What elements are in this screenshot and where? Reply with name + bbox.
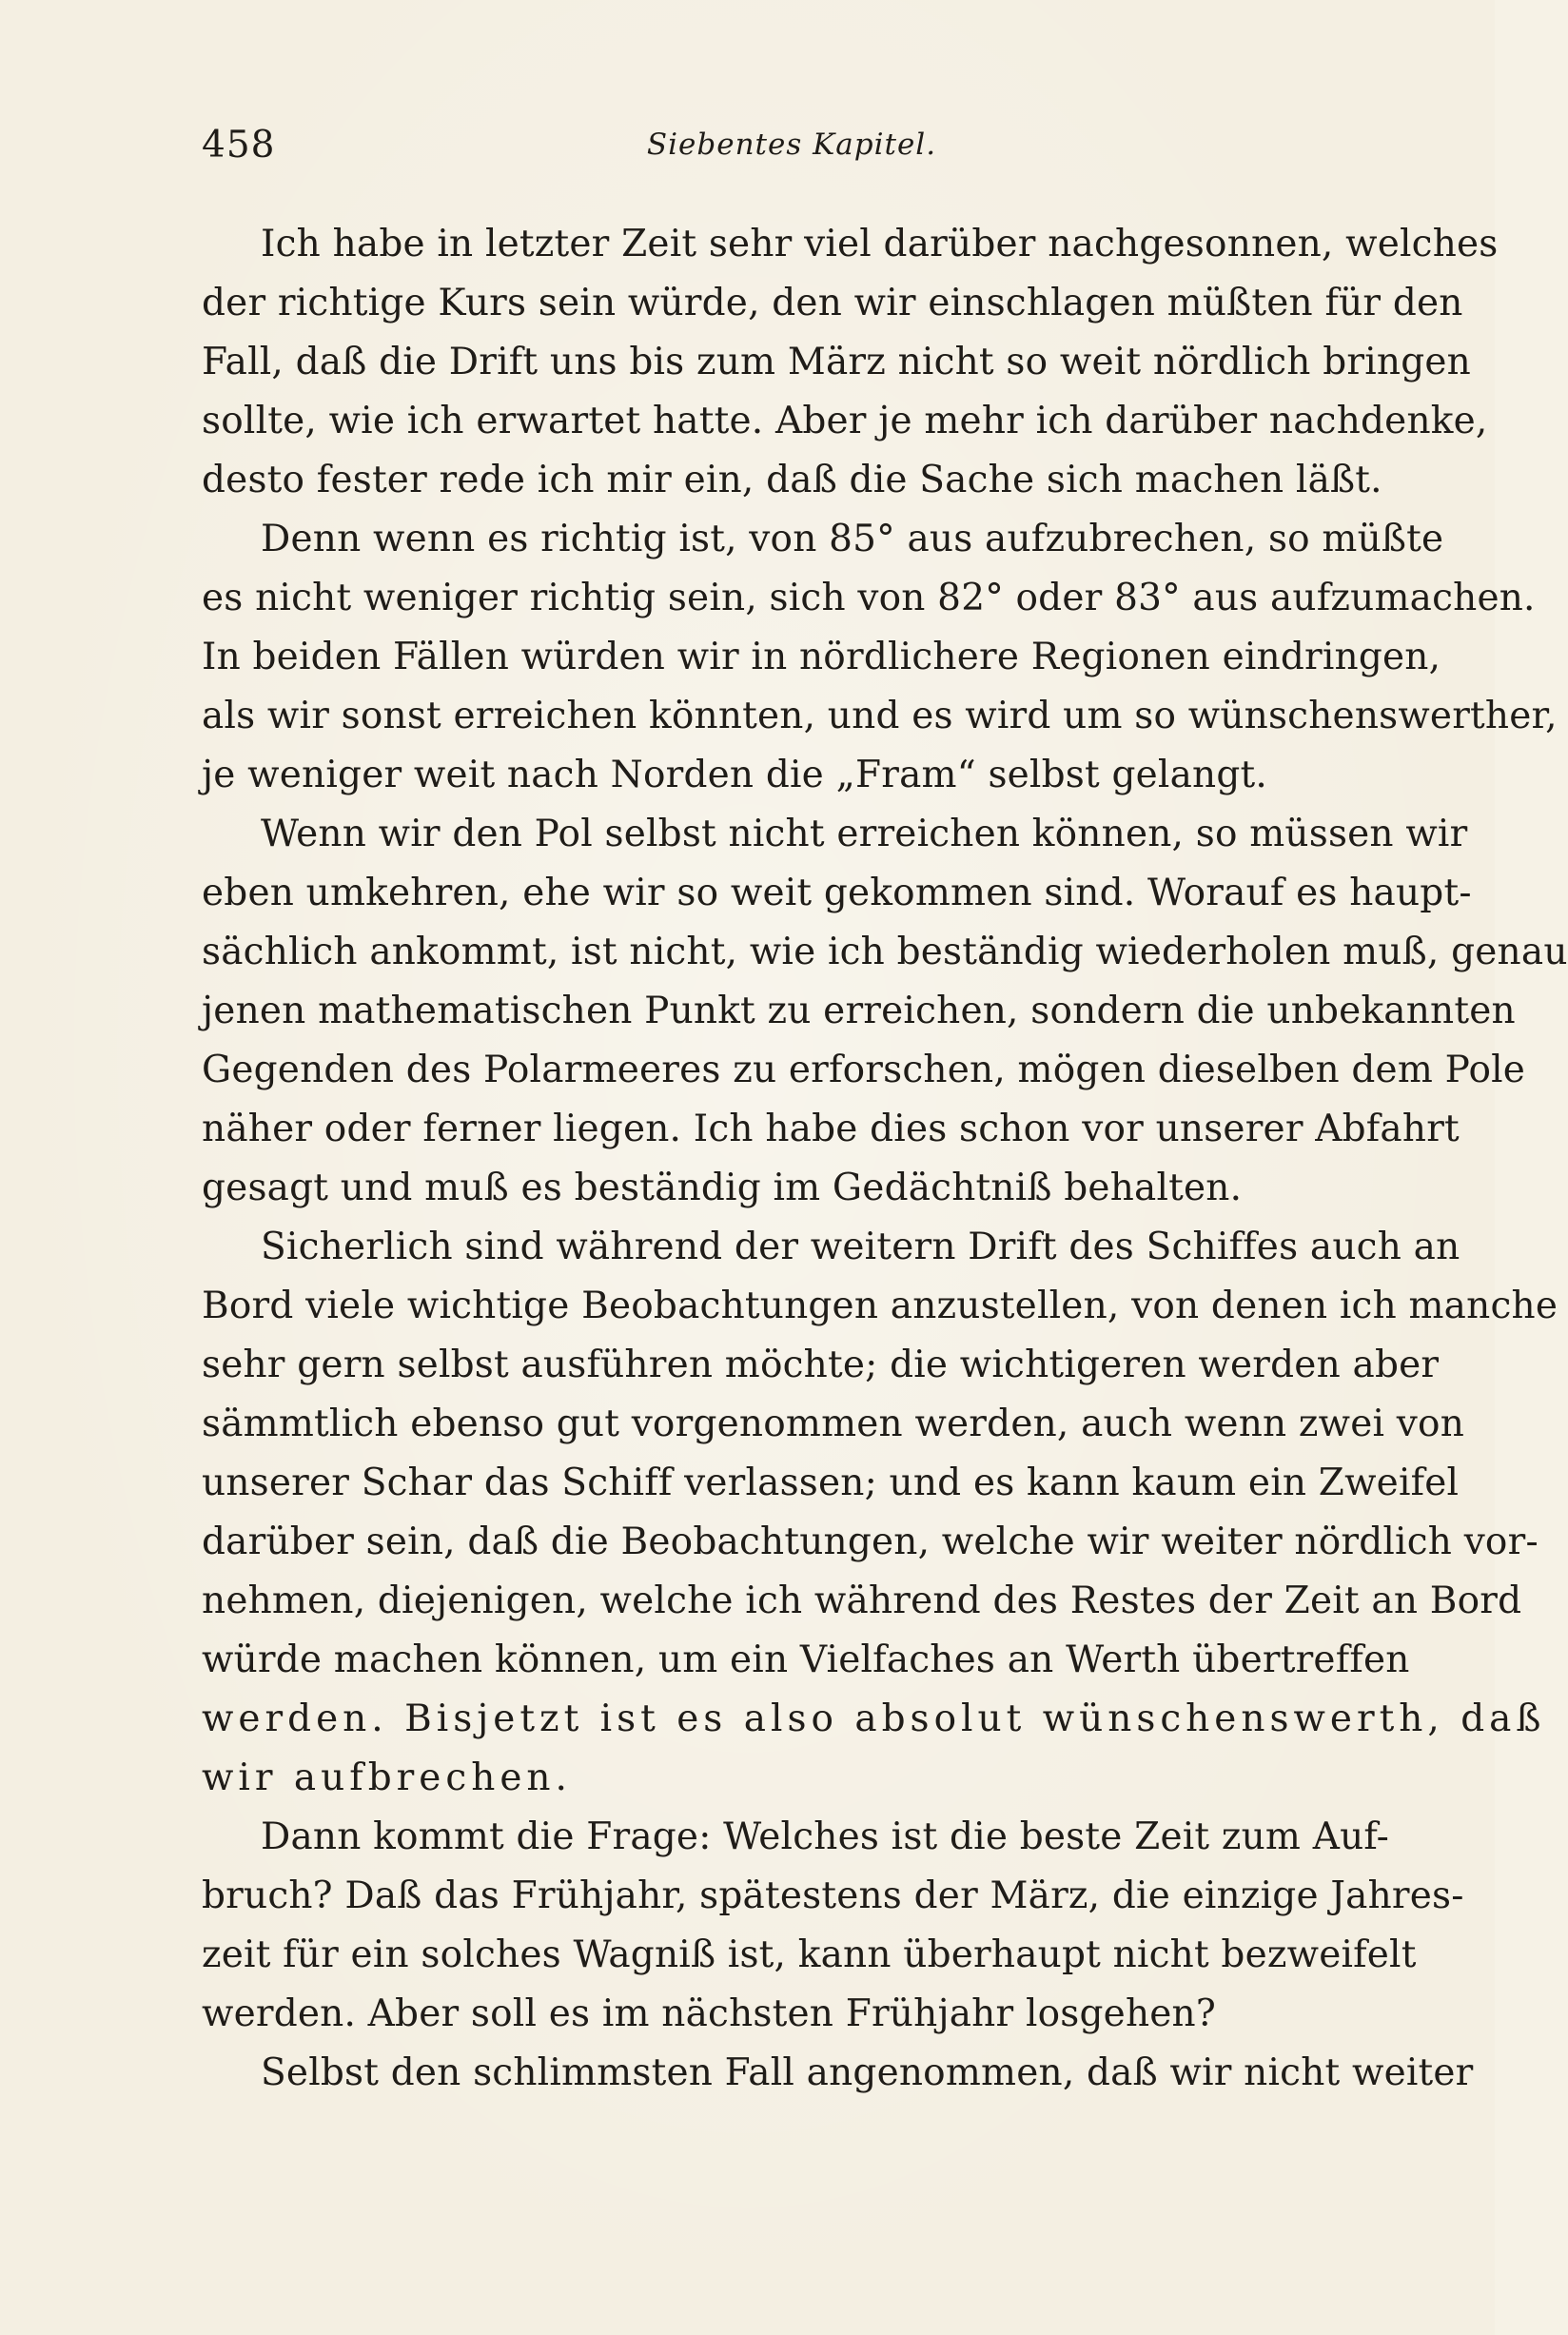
- text-line: Bord viele wichtige Beobachtungen anzustellen, von denen ich manche: [202, 1285, 1558, 1327]
- text-line: es nicht weniger richtig sein, sich von 82° oder 83° aus aufzumachen.: [202, 577, 1536, 619]
- running-head: Siebentes Kapitel.: [646, 128, 937, 162]
- text-line: würde machen können, um ein Vielfaches an Werth übertreffen: [202, 1638, 1410, 1681]
- text-line: näher oder ferner liegen. Ich habe dies schon vor unserer Abfahrt: [202, 1108, 1460, 1150]
- body-text: [202, 215, 1568, 2103]
- text-line: wir aufbrechen.: [202, 1756, 572, 1799]
- text-line: unserer Schar das Schiff verlassen; und es kann kaum ein Zweifel: [202, 1462, 1460, 1504]
- text-line: sollte, wie ich erwartet hatte. Aber je mehr ich darüber nachdenke,: [202, 400, 1488, 442]
- text-line: bruch? Daß das Frühjahr, spätestens der März, die einzige Jahres-: [202, 1874, 1464, 1917]
- text-line: Denn wenn es richtig ist, von 85° aus aufzubrechen, so müßte: [261, 518, 1444, 560]
- text-line: Sicherlich sind während der weitern Drift des Schiffes auch an: [261, 1226, 1460, 1268]
- text-line: Selbst den schlimmsten Fall angenommen, daß wir nicht weiter: [261, 2051, 1474, 2094]
- text-line: eben umkehren, ehe wir so weit gekommen sind. Worauf es haupt-: [202, 872, 1472, 914]
- text-line: jenen mathematischen Punkt zu erreichen, sondern die unbekannten: [202, 990, 1516, 1032]
- text-line: Wenn wir den Pol selbst nicht erreichen können, so müssen wir: [261, 813, 1468, 855]
- text-line: sämmtlich ebenso gut vorgenommen werden, auch wenn zwei von: [202, 1403, 1465, 1445]
- text-line: Dann kommt die Frage: Welches ist die beste Zeit zum Auf-: [261, 1815, 1390, 1858]
- page-number: 458: [202, 124, 276, 167]
- text-line: sächlich ankommt, ist nicht, wie ich beständig wiederholen muß, genau: [202, 931, 1568, 973]
- text-line: je weniger weit nach Norden die „Fram“ selbst gelangt.: [202, 754, 1267, 796]
- text-line: zeit für ein solches Wagniß ist, kann überhaupt nicht bezweifelt: [202, 1933, 1417, 1976]
- text-line: desto fester rede ich mir ein, daß die Sache sich machen läßt.: [202, 459, 1382, 501]
- text-line: Ich habe in letzter Zeit sehr viel darüber nachgesonnen, welches: [261, 223, 1499, 265]
- text-line: werden. Bisjetzt ist es also absolut wünschenswerth, daß: [202, 1697, 1546, 1740]
- page-header: [202, 124, 1382, 181]
- text-line: gesagt und muß es beständig im Gedächtniß behalten.: [202, 1167, 1243, 1209]
- text-line: werden. Aber soll es im nächsten Frühjahr losgehen?: [202, 1992, 1216, 2035]
- text-line: nehmen, diejenigen, welche ich während des Restes der Zeit an Bord: [202, 1580, 1522, 1622]
- text-line: In beiden Fällen würden wir in nördlichere Regionen eindringen,: [202, 636, 1441, 678]
- text-line: sehr gern selbst ausführen möchte; die wichtigeren werden aber: [202, 1344, 1440, 1386]
- text-line: darüber sein, daß die Beobachtungen, welche wir weiter nördlich vor-: [202, 1521, 1539, 1563]
- text-line: als wir sonst erreichen könnten, und es wird um so wünschenswerther,: [202, 695, 1558, 737]
- text-line: Gegenden des Polarmeeres zu erforschen, mögen dieselben dem Pole: [202, 1049, 1526, 1091]
- text-line: der richtige Kurs sein würde, den wir einschlagen müßten für den: [202, 282, 1463, 324]
- text-line: Fall, daß die Drift uns bis zum März nicht so weit nördlich bringen: [202, 341, 1471, 383]
